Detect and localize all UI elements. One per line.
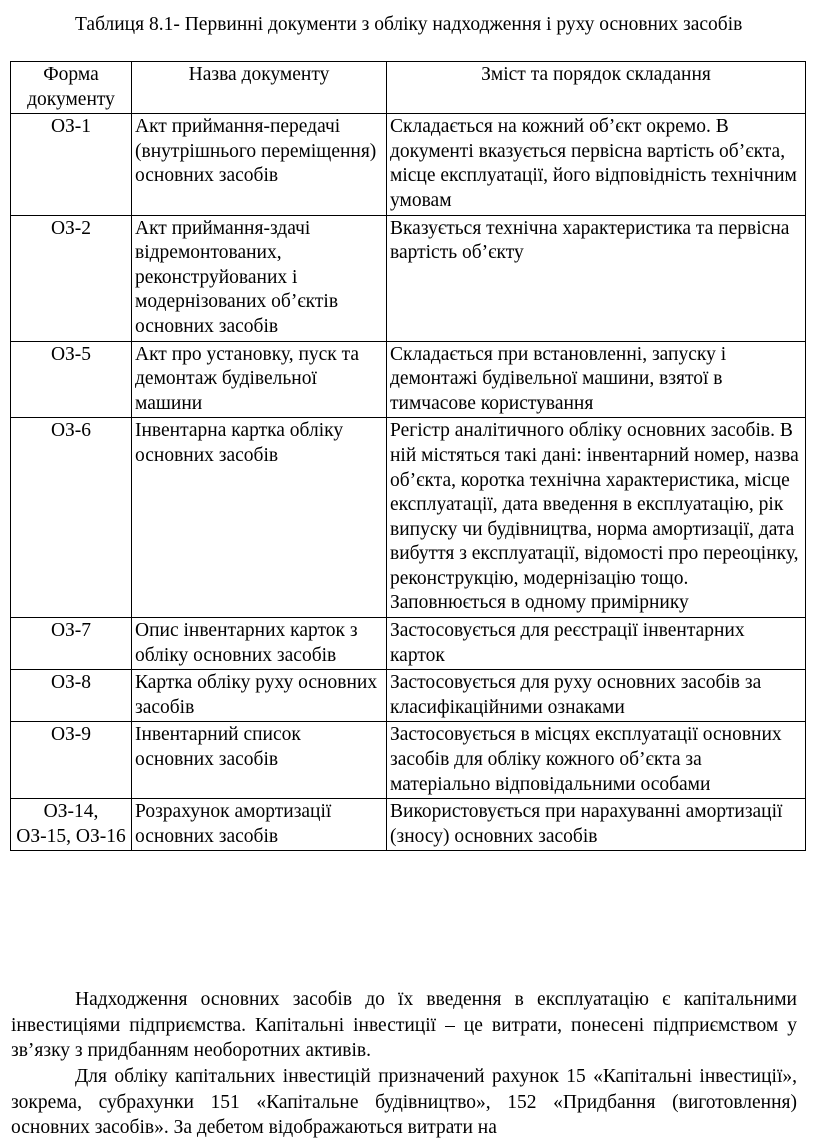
row-form: ОЗ-9 [11,722,132,799]
table-row [11,215,806,341]
row-content: Вказується технічна характеристика та первісна вартість об’єкту [387,215,806,341]
row-content: Застосовується для реєстрації інвентарних карток [387,618,806,670]
row-name: Акт про установку, пуск та демонтаж будівельної машини [132,341,387,418]
row-name: Інвентарний список основних засобів [132,722,387,799]
row-form: ОЗ-7 [11,618,132,670]
table-row [11,341,806,418]
row-name: Картка обліку руху основних засобів [132,670,387,722]
header-content: Зміст та порядок складання [387,62,806,114]
row-form: ОЗ-5 [11,341,132,418]
row-content: Складається при встановленні, запуску і демонтажі будівельної машини, взятої в тимчасове користування [387,341,806,418]
table-row [11,618,806,670]
row-form: ОЗ-1 [11,114,132,215]
table-row [11,799,806,851]
table-header-row [11,62,806,114]
table-row [11,114,806,215]
row-form: ОЗ-2 [11,215,132,341]
row-name: Акт приймання-здачі відремонтованих, реконструйованих і модернізованих об’єктів основних засобів [132,215,387,341]
table-row [11,670,806,722]
table-caption: Таблиця 8.1- Первинні документи з обліку надходження і руху основних засобів [75,14,743,35]
row-content: Застосовується для руху основних засобів за класифікаційними ознаками [387,670,806,722]
documents-table [10,61,806,851]
row-content: Регістр аналітичного обліку основних засобів. В ній містяться такі дані: інвентарний номер, назва об’єкта, коротка технічна характеристика, місце експлуатації, дата введення в експлуатацію, рік випуску чи будівництва, норма амортизації, дата вибуття з експлуатації, відомості про переоцінку, реконструкцію, модернізацію тощо. Заповнюється в одному примірнику [387,418,806,618]
row-content: Складається на кожний об’єкт окремо. В документі вказується первісна вартість об’єкта, місце експлуатації, його відповідність технічним умовам [387,114,806,215]
paragraph-account-15: Для обліку капітальних інвестицій призначений рахунок 15 «Капітальні інвестиції», зокрема, субрахунки 151 «Капітальне будівництво», 152 «Придбання (виготовлення) основних засобів». За дебетом відображаються витрати на [11,1066,797,1138]
paragraph-capital-investments: Надходження основних засобів до їх введення в експлуатацію є капітальними інвестиціями підприємства. Капітальні інвестиції – це витрати, понесені підприємством у зв’язку з придбанням необоротних активів. [11,989,797,1061]
header-name: Назва документу [132,62,387,114]
row-form: ОЗ-14, ОЗ-15, ОЗ-16 [11,799,132,851]
row-name: Акт приймання-передачі (внутрішнього переміщення) основних засобів [132,114,387,215]
row-name: Опис інвентарних карток з обліку основних засобів [132,618,387,670]
table-row [11,722,806,799]
table-row [11,418,806,618]
row-content: Застосовується в місцях експлуатації основних засобів для обліку кожного об’єкта за матеріально відповідальними особами [387,722,806,799]
row-name: Розрахунок амортизації основних засобів [132,799,387,851]
row-form: ОЗ-6 [11,418,132,618]
row-name: Інвентарна картка обліку основних засобів [132,418,387,618]
row-form: ОЗ-8 [11,670,132,722]
row-content: Використовується при нарахуванні амортизації (зносу) основних засобів [387,799,806,851]
header-form: Форма документу [11,62,132,114]
